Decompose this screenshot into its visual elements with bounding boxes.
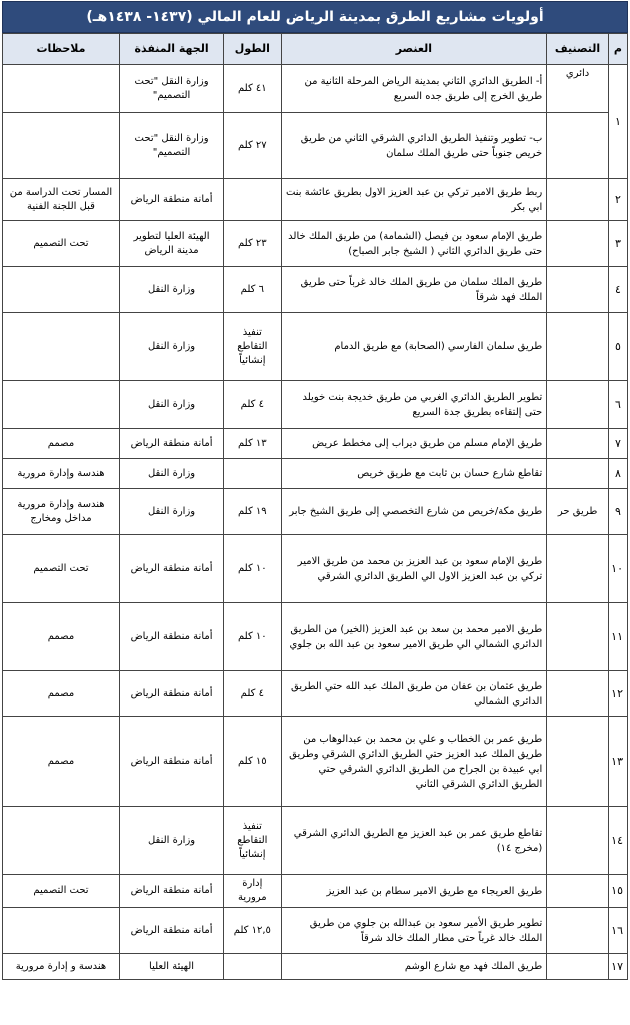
row-notes	[3, 807, 120, 875]
row-classification	[547, 313, 609, 381]
row-item: تطوير الطريق الدائري الغربي من طريق خديجة بنت خويلد حتى إلتقاءه بطريق جدة السريع	[281, 381, 547, 429]
row-agency: أمانة منطقة الرياض	[119, 908, 223, 954]
row-notes	[3, 267, 120, 313]
row-item: ربط طريق الامير تركي بن عبد العزيز الاول بطريق عائشة بنت ابي بكر	[281, 179, 547, 221]
row-classification	[547, 221, 609, 267]
row-number: ١٢	[608, 671, 627, 717]
row-item: طريق الملك فهد مع شارع الوشم	[281, 954, 547, 980]
table-row	[3, 313, 628, 381]
row-number: ٥	[608, 313, 627, 381]
row-agency: وزارة النقل	[119, 267, 223, 313]
row-agency: أمانة منطقة الرياض	[119, 535, 223, 603]
row-number: ٤	[608, 267, 627, 313]
header-classification: التصنيف	[547, 34, 609, 65]
row-notes: مصمم	[3, 603, 120, 671]
row-number: ٦	[608, 381, 627, 429]
row-notes: مصمم	[3, 429, 120, 459]
table-row	[3, 603, 628, 671]
row-number: ٢	[608, 179, 627, 221]
row-agency: وزارة النقل	[119, 807, 223, 875]
header-m: م	[608, 34, 627, 65]
row-agency: أمانة منطقة الرياض	[119, 875, 223, 908]
row-item: تطوير طريق الأمير سعود بن عبدالله بن جلوي من طريق الملك خالد غرباً حتى مطار الملك خالد شرقاً	[281, 908, 547, 954]
row-classification	[547, 717, 609, 807]
row-classification	[547, 908, 609, 954]
row-agency: وزارة النقل	[119, 459, 223, 489]
row-number: ١	[608, 65, 627, 179]
table-row	[3, 535, 628, 603]
row-classification	[547, 381, 609, 429]
row-length	[224, 954, 281, 980]
row-length: ١٠ كلم	[224, 535, 281, 603]
row-item: طريق الإمام سعود بن عبد العزيز بن محمد من طريق الامير تركي بن عبد العزيز الاول الي الطريق الدائري الشرقي	[281, 535, 547, 603]
row-item: طريق سلمان الفارسي (الصحابة) مع طريق الدمام	[281, 313, 547, 381]
row-notes: تحت التصميم	[3, 221, 120, 267]
row-classification	[547, 535, 609, 603]
row-notes	[3, 113, 120, 179]
row-agency: وزارة النقل "تحت التصميم"	[119, 65, 223, 113]
table-row	[3, 489, 628, 535]
row-item: تقاطع شارع حسان بن ثابت مع طريق خريص	[281, 459, 547, 489]
page-title: أولويات مشاريع الطرق بمدينة الرياض للعام المالي (١٤٣٧- ١٤٣٨هـ)	[2, 1, 628, 33]
row-notes: هندسة وإدارة مرورية	[3, 459, 120, 489]
row-item: طريق الملك سلمان من طريق الملك خالد غرباً حتى طريق الملك فهد شرقاً	[281, 267, 547, 313]
row-length: ١٩ كلم	[224, 489, 281, 535]
row-classification	[547, 671, 609, 717]
row-agency: أمانة منطقة الرياض	[119, 717, 223, 807]
row-number: ٣	[608, 221, 627, 267]
header-item: العنصر	[281, 34, 547, 65]
row-agency: وزارة النقل	[119, 489, 223, 535]
row-length: ٤ كلم	[224, 381, 281, 429]
row-length: ١٥ كلم	[224, 717, 281, 807]
header-notes: ملاحظات	[3, 34, 120, 65]
row-length: ٢٣ كلم	[224, 221, 281, 267]
row-notes: تحت التصميم	[3, 535, 120, 603]
row-classification: دائري	[547, 65, 609, 113]
projects-table	[2, 33, 628, 980]
row-notes: المسار تحت الدراسة من قبل اللجنة الفنية	[3, 179, 120, 221]
row-notes: هندسة و إدارة مرورية	[3, 954, 120, 980]
row-classification	[547, 603, 609, 671]
row-number: ١٦	[608, 908, 627, 954]
row-agency: أمانة منطقة الرياض	[119, 603, 223, 671]
table-row	[3, 179, 628, 221]
table-row	[3, 113, 628, 179]
row-number: ١٤	[608, 807, 627, 875]
row-item: طريق عثمان بن عفان من طريق الملك عبد الله حتي الطريق الدائري الشمالي	[281, 671, 547, 717]
row-agency: وزارة النقل	[119, 381, 223, 429]
document	[2, 1, 628, 980]
row-length: ٢٧ كلم	[224, 113, 281, 179]
table-row	[3, 381, 628, 429]
row-agency: أمانة منطقة الرياض	[119, 429, 223, 459]
table-row	[3, 954, 628, 980]
row-item: طريق الإمام مسلم من طريق ديراب إلى مخطط عريض	[281, 429, 547, 459]
row-number: ١١	[608, 603, 627, 671]
table-row	[3, 267, 628, 313]
row-item: تقاطع طريق عمر بن عبد العزيز مع الطريق الدائري الشرقي (مخرج ١٤)	[281, 807, 547, 875]
row-notes	[3, 313, 120, 381]
row-number: ٧	[608, 429, 627, 459]
table-row	[3, 459, 628, 489]
row-agency: أمانة منطقة الرياض	[119, 671, 223, 717]
table-row	[3, 717, 628, 807]
row-classification	[547, 875, 609, 908]
row-agency: وزارة النقل "تحت التصميم"	[119, 113, 223, 179]
row-agency: الهيئة العليا	[119, 954, 223, 980]
header-agency: الجهة المنفذة	[119, 34, 223, 65]
row-length	[224, 459, 281, 489]
row-number: ١٥	[608, 875, 627, 908]
row-classification	[547, 459, 609, 489]
row-classification: طريق حر	[547, 489, 609, 535]
row-number: ٩	[608, 489, 627, 535]
row-length	[224, 179, 281, 221]
row-classification	[547, 954, 609, 980]
row-item: أ- الطريق الدائري الثاني بمدينة الرياض المرحلة الثانية من طريق الخرج إلى طريق جده السريع	[281, 65, 547, 113]
row-notes	[3, 381, 120, 429]
row-agency: وزارة النقل	[119, 313, 223, 381]
row-number: ١٧	[608, 954, 627, 980]
row-notes: مصمم	[3, 717, 120, 807]
row-notes: تحت التصميم	[3, 875, 120, 908]
table-row	[3, 429, 628, 459]
row-item: ب- تطوير وتنفيذ الطريق الدائري الشرقي الثاني من طريق خريص جنوباً حتى طريق الملك سلمان	[281, 113, 547, 179]
row-number: ١٣	[608, 717, 627, 807]
table-row	[3, 65, 628, 113]
table-row	[3, 875, 628, 908]
row-classification	[547, 429, 609, 459]
row-notes	[3, 908, 120, 954]
row-item: طريق مكة/خريص من شارع التخصصي إلى طريق الشيخ جابر	[281, 489, 547, 535]
row-length: ٤١ كلم	[224, 65, 281, 113]
row-classification	[547, 807, 609, 875]
row-length: ٤ كلم	[224, 671, 281, 717]
row-length: ١٣ كلم	[224, 429, 281, 459]
row-classification	[547, 113, 609, 179]
row-length: تنفيذ التقاطع إنشائياً	[224, 313, 281, 381]
row-length: إدارة مرورية	[224, 875, 281, 908]
row-agency: أمانة منطقة الرياض	[119, 179, 223, 221]
row-item: طريق الامير محمد بن سعد بن عبد العزيز (الخير) من الطريق الدائري الشمالي الي طريق الامير سعود بن عبد الله بن جلوي	[281, 603, 547, 671]
row-notes: هندسة وإدارة مرورية مداخل ومخارج	[3, 489, 120, 535]
table-row	[3, 221, 628, 267]
row-item: طريق عمر بن الخطاب و علي بن محمد بن عبدالوهاب من طريق الملك عبد العزيز حتي الطريق الدائري الشرقي وطريق ابي عبيدة بن الجراح من الطريق الدائري الشرقي حتي الطريق الدائري الشرقي الثاني	[281, 717, 547, 807]
table-row	[3, 671, 628, 717]
row-length: ١٢,٥ كلم	[224, 908, 281, 954]
row-agency: الهيئة العليا لتطوير مدينة الرياض	[119, 221, 223, 267]
row-number: ١٠	[608, 535, 627, 603]
row-classification	[547, 267, 609, 313]
table-row	[3, 807, 628, 875]
header-length: الطول	[224, 34, 281, 65]
table-row	[3, 908, 628, 954]
row-item: طريق الإمام سعود بن فيصل (الشمامة) من طريق الملك خالد حتى طريق الدائري الثاني ( الشيخ جابر الصباح)	[281, 221, 547, 267]
row-length: ١٠ كلم	[224, 603, 281, 671]
row-number: ٨	[608, 459, 627, 489]
row-classification	[547, 179, 609, 221]
row-length: ٦ كلم	[224, 267, 281, 313]
row-notes	[3, 65, 120, 113]
row-notes: مصمم	[3, 671, 120, 717]
header-row	[3, 34, 628, 65]
row-length: تنفيذ التقاطع إنشائياً	[224, 807, 281, 875]
row-item: طريق العريجاء مع طريق الامير سطام بن عبد العزيز	[281, 875, 547, 908]
